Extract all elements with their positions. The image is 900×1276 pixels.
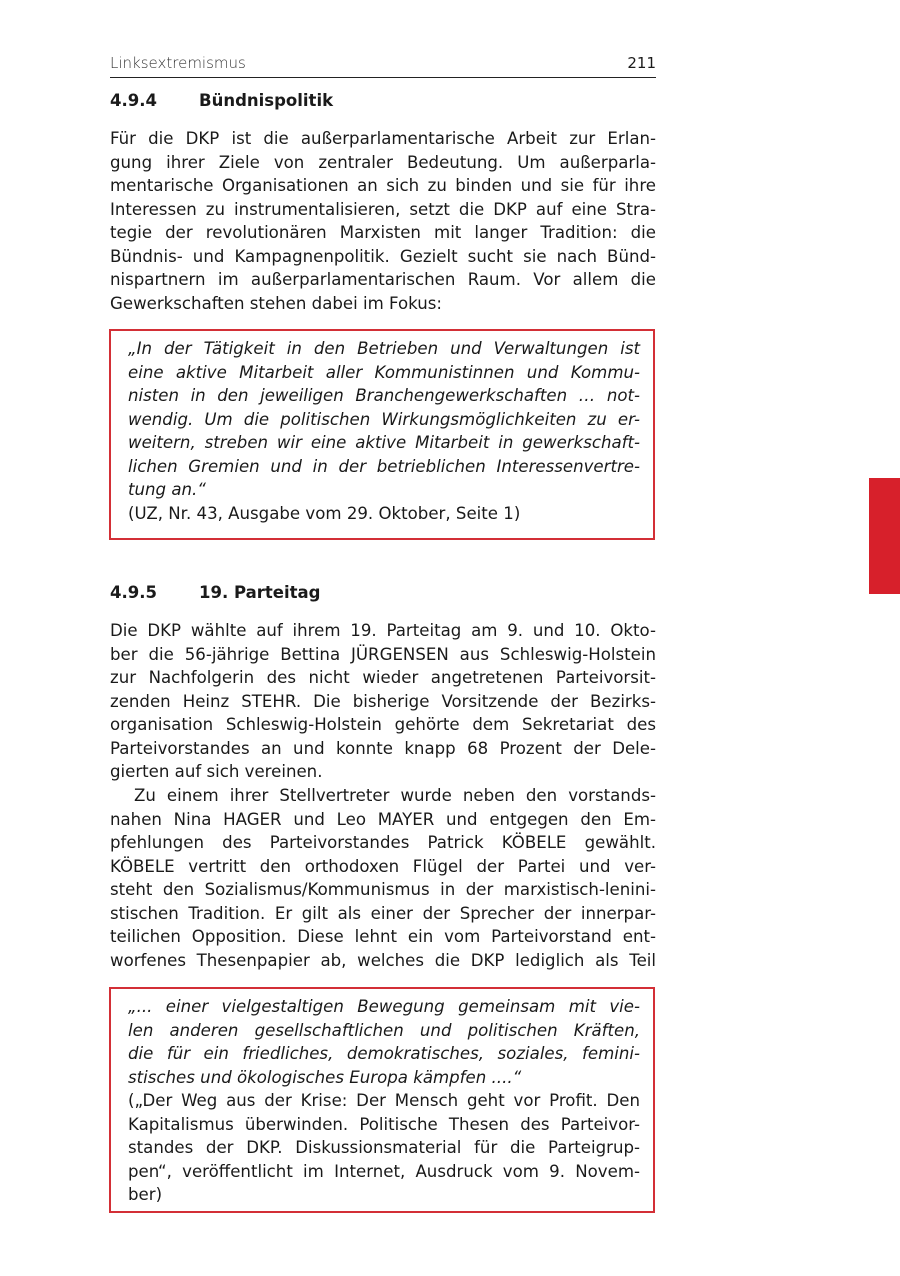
- section-heading-4-9-5: [110, 583, 320, 602]
- text-line: steht den Sozialismus/Kommunismus in der marxistisch-lenini-: [110, 880, 656, 899]
- section-title: Bündnispolitik: [199, 91, 334, 110]
- text-line: Für die DKP ist die außerparlamentarische Arbeit zur Erlan-: [110, 129, 656, 148]
- text-line: zur Nachfolgerin des nicht wieder angetretenen Parteivorsit-: [110, 668, 656, 687]
- text-line: pfehlungen des Parteivorstandes Patrick KÖBELE gewählt.: [110, 833, 656, 852]
- text-line: zenden Heinz STEHR. Die bisherige Vorsitzende der Bezirks-: [110, 691, 656, 711]
- source-line: standes der DKP. Diskussionsmaterial für die Parteigrup-: [128, 1138, 640, 1157]
- source-line: Kapitalismus überwinden. Politische Thesen des Parteivor-: [128, 1114, 640, 1134]
- text-line: Gewerkschaften stehen dabei im Fokus:: [110, 293, 443, 313]
- source-line: („Der Weg aus der Krise: Der Mensch geht vor Profit. Den: [128, 1091, 640, 1110]
- quote-line: „In der Tätigkeit in den Betrieben und Verwaltungen ist: [128, 339, 640, 358]
- quote-line: eine aktive Mitarbeit aller Kommunistinnen und Kommu-: [128, 362, 640, 382]
- text-line: gierten auf sich vereinen.: [110, 762, 323, 781]
- text-line: Die DKP wählte auf ihrem 19. Parteitag am 9. und 10. Okto-: [110, 621, 656, 640]
- quote-text: [128, 337, 640, 525]
- paragraph-parteitag-1: [110, 619, 656, 784]
- quote-text: [128, 995, 640, 1207]
- text-line: KÖBELE vertritt den orthodoxen Flügel der Partei und ver-: [110, 856, 656, 876]
- quote-box-thesen: [109, 987, 655, 1213]
- section-number: 4.9.5: [110, 583, 157, 602]
- quote-line: „... einer vielgestaltigen Bewegung gemeinsam mit vie-: [128, 997, 640, 1016]
- text-line: ber die 56-jährige Bettina JÜRGENSEN aus Schleswig-Holstein: [110, 644, 656, 664]
- text-line: Parteivorstandes an und konnte knapp 68 Prozent der Dele-: [110, 738, 656, 758]
- source-line: pen“, veröffentlicht im Internet, Ausdruck vom 9. Novem-: [128, 1161, 640, 1181]
- text-line: worfenes Thesenpapier ab, welches die DKP lediglich als Teil: [110, 950, 656, 970]
- source-line: ber): [128, 1185, 163, 1204]
- page-number: 211: [627, 54, 656, 72]
- text-line: gung ihrer Ziele von zentraler Bedeutung. Um außerparla-: [110, 152, 656, 172]
- quote-line: die für ein friedliches, demokratisches, soziales, femini-: [128, 1044, 640, 1063]
- paragraph-buendnispolitik: [110, 127, 656, 315]
- text-line: nispartnern im außerparlamentarischen Raum. Vor allem die: [110, 270, 656, 289]
- chapter-tab-marker: [869, 478, 900, 594]
- text-line: tegie der revolutionären Marxisten mit langer Tradition: die: [110, 223, 656, 242]
- text-line: stischen Tradition. Er gilt als einer der Sprecher der innerpar-: [110, 903, 656, 923]
- text-line: Interessen zu instrumentalisieren, setzt die DKP auf eine Stra-: [110, 199, 656, 219]
- text-line: nahen Nina HAGER und Leo MAYER und entgegen den Em-: [110, 809, 656, 829]
- quote-line: weitern, streben wir eine aktive Mitarbeit in gewerkschaft-: [128, 433, 640, 452]
- section-title: 19. Parteitag: [199, 583, 321, 602]
- section-heading-4-9-4: [110, 91, 333, 110]
- quote-line: stisches und ökologisches Europa kämpfen ....“: [128, 1067, 522, 1087]
- text-line: Zu einem ihrer Stellvertreter wurde neben den vorstands-: [134, 786, 656, 805]
- text-line: organisation Schleswig-Holstein gehörte dem Sekretariat des: [110, 715, 656, 734]
- quote-line: len anderen gesellschaftlichen und politischen Kräften,: [128, 1020, 640, 1040]
- text-line: mentarische Organisationen an sich zu binden und sie für ihre: [110, 176, 656, 195]
- source-line: (UZ, Nr. 43, Ausgabe vom 29. Oktober, Seite 1): [128, 503, 521, 523]
- quote-box-uz: [109, 329, 655, 540]
- quote-line: tung an.“: [128, 480, 206, 499]
- text-line: Bündnis- und Kampagnenpolitik. Gezielt sucht sie nach Bünd-: [110, 246, 656, 266]
- quote-line: wendig. Um die politischen Wirkungsmöglichkeiten zu er-: [128, 409, 640, 429]
- quote-line: nisten in den jeweiligen Branchengewerkschaften … not-: [128, 386, 640, 405]
- quote-line: lichen Gremien und in der betrieblichen Interessenvertre-: [128, 456, 640, 476]
- section-number: 4.9.4: [110, 91, 157, 110]
- paragraph-parteitag-2: [110, 784, 656, 972]
- running-header-section: Linksextremismus: [110, 54, 246, 72]
- running-header: [110, 52, 656, 78]
- text-line: teilichen Opposition. Diese lehnt ein vom Parteivorstand ent-: [110, 927, 656, 946]
